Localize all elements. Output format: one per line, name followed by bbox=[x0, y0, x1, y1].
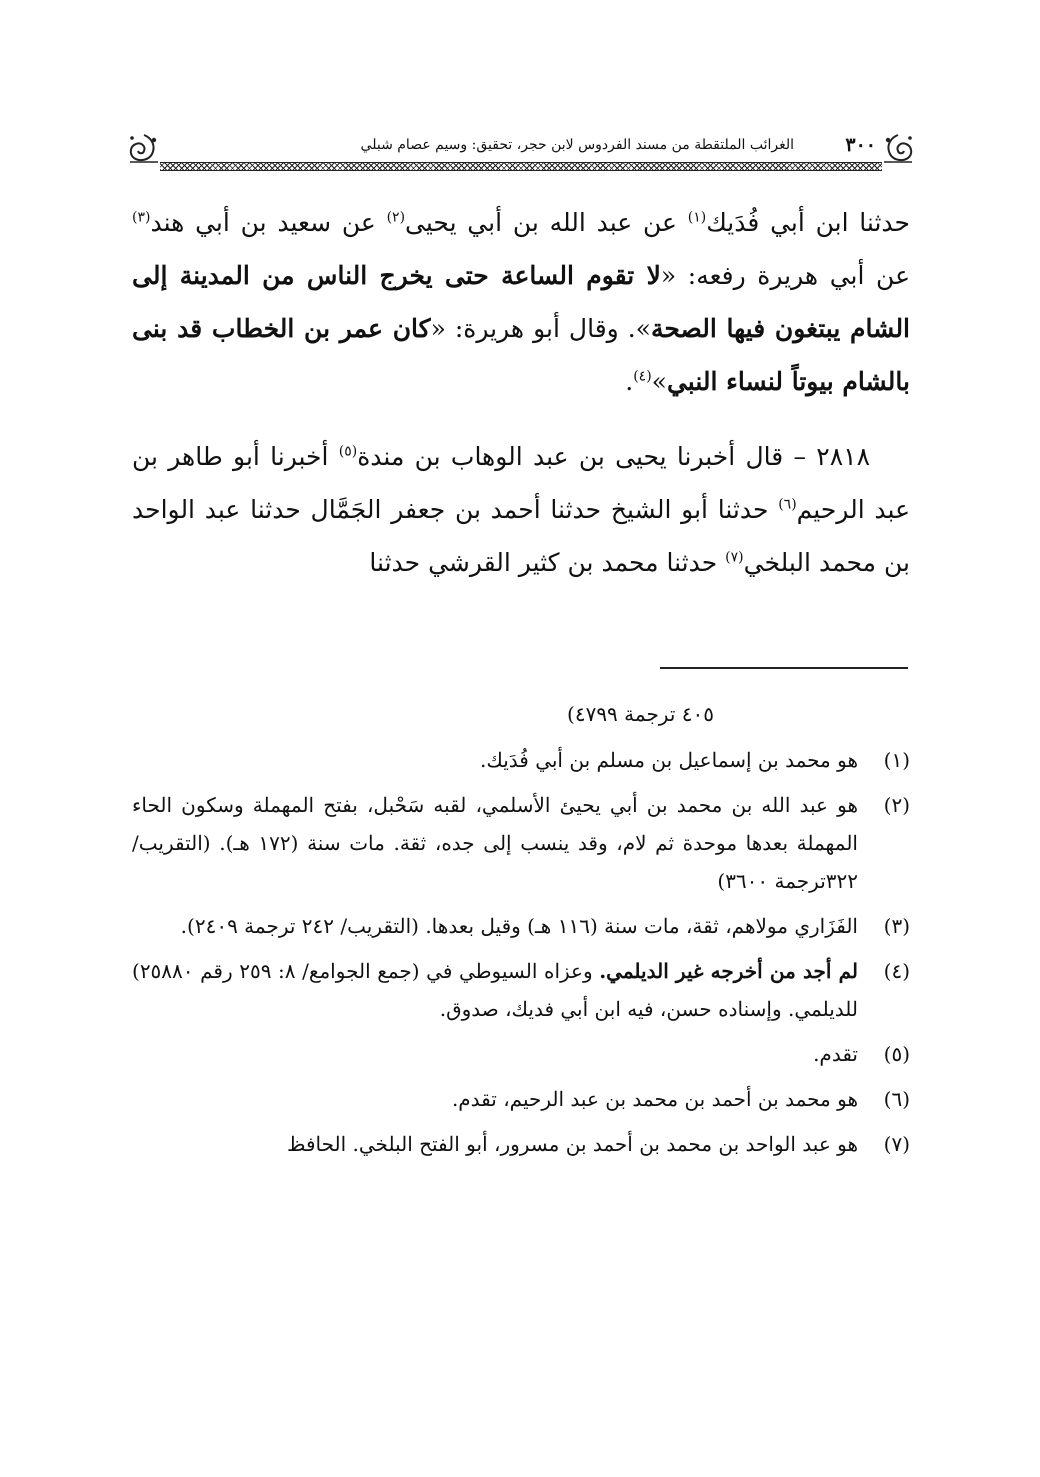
main-text bbox=[132, 196, 910, 589]
page-number: ٣٠٠ bbox=[845, 134, 876, 156]
text-run: حدثنا أبو الشيخ حدثنا أحمد بن جعفر الجَمَّال حدثنا عبد الواحد بن محمد البلخي bbox=[132, 495, 910, 577]
footnotes bbox=[132, 695, 910, 1170]
running-title: الغرائب الملتقطة من مسند الفردوس لابن حجر، تحقيق: وسيم عصام شبلي bbox=[360, 137, 794, 153]
text-run: عن عبد الله بن أبي يحيى bbox=[405, 208, 688, 237]
text-run: » bbox=[651, 367, 667, 396]
text-run: ٢٨١٨ – قال أخبرنا يحيى بن عبد الوهاب بن مندة bbox=[357, 442, 870, 471]
footnote-bold: لم أجد من أخرجه غير الديلمي. bbox=[599, 959, 858, 983]
text-run: أخبرنا أبو طاهر بن عبد الرحيم bbox=[132, 442, 910, 524]
floral-ornament-icon bbox=[126, 132, 162, 166]
footnote-ref[interactable]: (١) bbox=[687, 209, 707, 226]
footnote-text: هو محمد بن أحمد بن محمد بن عبد الرحيم، تقدم. bbox=[451, 1087, 858, 1111]
footnote bbox=[132, 741, 910, 779]
footnote-ref[interactable]: (٤) bbox=[633, 368, 652, 385]
footnote-text bbox=[132, 952, 858, 1028]
footnote bbox=[132, 952, 910, 1028]
header-rule bbox=[160, 162, 882, 171]
footnote-number: (٧) bbox=[883, 1132, 910, 1156]
footnote-text: الفَزَاري مولاهم، ثقة، مات سنة (١١٦ هـ) وقيل بعدها. (التقريب/ ٢٤٢ ترجمة ٢٤٠٩). bbox=[180, 914, 858, 938]
text-run: . bbox=[625, 367, 634, 396]
paragraph bbox=[132, 430, 910, 589]
footnote-separator bbox=[660, 667, 908, 669]
footnote-ref[interactable]: (٢) bbox=[386, 209, 406, 226]
footnote-rest: وعزاه السيوطي في (جمع الجوامع/ ٨: ٢٥٩ رقم ٢٥٨٨٠) للديلمي. وإسناده حسن، فيه ابن أبي فديك، صدوق. bbox=[132, 959, 858, 1021]
text-run: حدثنا محمد بن كثير القرشي حدثنا bbox=[369, 548, 726, 577]
text-run: عن سعيد بن أبي هند bbox=[150, 208, 387, 237]
footnote-number: (٥) bbox=[883, 1042, 910, 1066]
footnote bbox=[132, 907, 910, 945]
footnote-text: هو محمد بن إسماعيل بن مسلم بن أبي فُدَيك. bbox=[480, 748, 858, 772]
floral-ornament-icon bbox=[880, 132, 916, 166]
footnote-number: (٢) bbox=[883, 793, 910, 817]
hadith-text: كان عمر بن الخطاب قد بنى بالشام بيوتاً لنساء النبي bbox=[132, 314, 910, 396]
footnote-ref[interactable]: (٣) bbox=[132, 209, 151, 226]
footnote-number: (٣) bbox=[883, 914, 910, 938]
footnote-text: هو عبد الواحد بن محمد بن أحمد بن مسرور، أبو الفتح البلخي. الحافظ bbox=[286, 1132, 858, 1156]
footnote bbox=[132, 1080, 910, 1118]
paragraph bbox=[132, 196, 910, 408]
footnote-ref[interactable]: (٦) bbox=[778, 496, 797, 513]
footnote-number: (١) bbox=[883, 748, 910, 772]
footnote bbox=[132, 1035, 910, 1073]
footnote bbox=[132, 786, 910, 900]
footnote bbox=[132, 1125, 910, 1163]
footnote-number: (٤) bbox=[883, 959, 910, 983]
text-run: عن أبي هريرة رفعه: « bbox=[660, 261, 910, 290]
footnote-text: هو عبد الله بن محمد بن أبي يحيئ الأسلمي، لقبه سَحْبل، بفتح المهملة وسكون الحاء المهملة بعدها موحدة ثم لام، وقد ينسب إلى جده، ثقة. مات سنة (١٧٢ هـ). (التقريب/ ٣٢٢ترجمة ٣٦٠٠) bbox=[132, 793, 858, 893]
text-run: حدثنا ابن أبي فُدَيك bbox=[706, 208, 911, 237]
text-run: ». وقال أبو هريرة: « bbox=[430, 314, 651, 343]
footnote-text: تقدم. bbox=[813, 1042, 858, 1066]
running-header bbox=[126, 130, 916, 172]
footnote-number: (٦) bbox=[883, 1087, 910, 1111]
hadith-text: لا تقوم الساعة حتى يخرج الناس من المدينة إلى الشام يبتغون فيها الصحة bbox=[132, 261, 911, 343]
footnote-ref[interactable]: (٥) bbox=[338, 443, 358, 460]
footnote-continuation: ٤٠٥ ترجمة ٤٧٩٩) bbox=[567, 702, 714, 726]
footnote-ref[interactable]: (٧) bbox=[725, 549, 744, 566]
